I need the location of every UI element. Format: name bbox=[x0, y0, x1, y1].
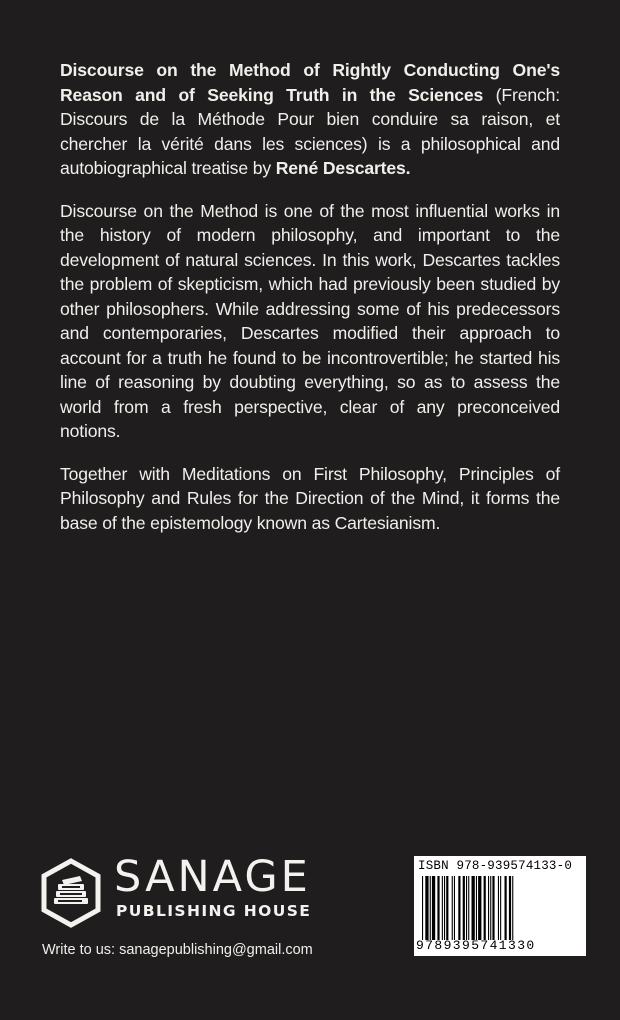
barcode-bar bbox=[472, 876, 475, 940]
barcode-bar bbox=[444, 876, 445, 940]
blurb-paragraph-3: Together with Meditations on First Philosophy, Principles of Philosophy and Rules for the Direction of the Mind, it forms the base of the epistemology known as Cartesianism. bbox=[60, 463, 560, 533]
barcode-bar bbox=[458, 876, 460, 940]
blurb-p1-text: (French: Discours de la Méthode Pour bien conduire sa raison, et chercher la vérité dans les sciences) is a philosophical and autobiographical treatise by bbox=[60, 84, 560, 178]
back-cover-blurb bbox=[60, 58, 560, 553]
barcode-bar bbox=[498, 876, 499, 940]
barcode-bar bbox=[500, 876, 501, 940]
barcode-bar bbox=[468, 876, 469, 940]
blurb-paragraph-1 bbox=[60, 58, 560, 181]
barcode-bar bbox=[422, 876, 423, 940]
publisher-logo bbox=[40, 852, 340, 932]
book-title: Discourse on the Method of Rightly Conducting One's Reason and of Seeking Truth in the Sciences bbox=[60, 60, 560, 105]
barcode-bar bbox=[488, 876, 489, 940]
barcode-bar bbox=[509, 876, 511, 940]
barcode-bar bbox=[463, 876, 465, 940]
barcode-bar bbox=[437, 876, 439, 940]
author-name: René Descartes. bbox=[275, 158, 411, 178]
barcode-bar bbox=[454, 876, 455, 940]
publisher-hexagon-icon bbox=[40, 858, 102, 928]
contact-line: Write to us: sanagepublishing@gmail.com bbox=[42, 942, 313, 958]
barcode-bar bbox=[484, 876, 486, 940]
isbn-barcode bbox=[414, 856, 586, 956]
barcode-bar bbox=[476, 876, 477, 940]
barcode-bar bbox=[512, 876, 513, 940]
barcode-bar bbox=[446, 876, 448, 940]
barcode-bar bbox=[505, 876, 507, 940]
publisher-subtitle: PUBLISHING HOUSE bbox=[116, 902, 312, 920]
barcode-bar bbox=[492, 876, 494, 940]
barcode-bar bbox=[432, 876, 435, 940]
publisher-name: SANAGE bbox=[114, 852, 311, 902]
barcode-bar bbox=[452, 876, 453, 940]
barcode-digits: 9789395741330 bbox=[416, 938, 536, 953]
barcode-bar bbox=[466, 876, 467, 940]
barcode-bar bbox=[430, 876, 431, 940]
barcode-bar bbox=[478, 876, 481, 940]
barcode-bar bbox=[425, 876, 428, 940]
barcode-bar bbox=[490, 876, 491, 940]
barcode-bar bbox=[442, 876, 443, 940]
barcode-bars bbox=[420, 876, 582, 940]
blurb-paragraph-2: Discourse on the Method is one of the most influential works in the history of modern philosophy, and important to the development of natural sciences. In this work, Descartes tackles the problem of skepticism, which had previously been studied by other philosophers. While addressing some of his predecessors and contemporaries, Descartes modified their approach to account for a truth he found to be incontrovertible; he started his line of reasoning by doubting everything, so as to assess the world from a fresh perspective, clear of any preconceived notions. bbox=[60, 200, 560, 441]
isbn-label: ISBN 978-939574133-0 bbox=[418, 859, 573, 873]
